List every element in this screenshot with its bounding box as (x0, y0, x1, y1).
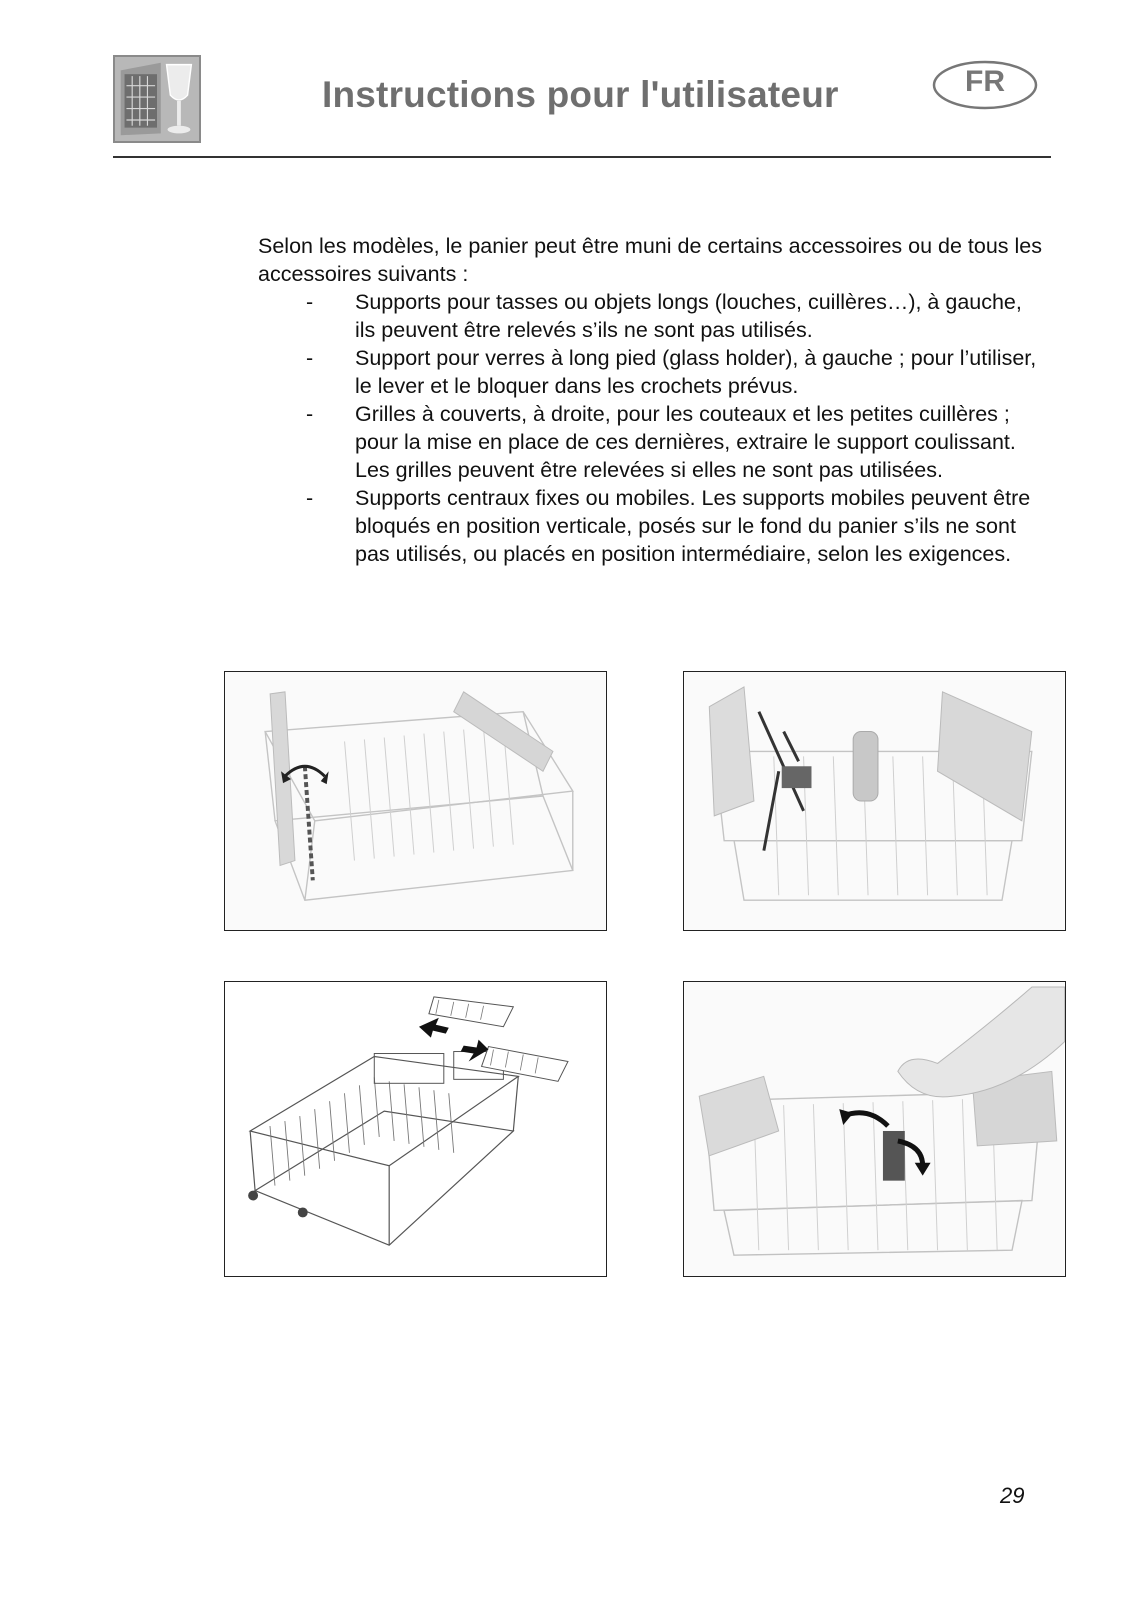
list-item (258, 484, 1048, 568)
intro-paragraph: Selon les modèles, le panier peut être muni de certains accessoires ou de tous les accessoires suivants : (258, 234, 1042, 286)
list-item (258, 344, 1048, 400)
dishwasher-glass-logo-icon (113, 55, 201, 143)
list-item-text: Support pour verres à long pied (glass holder), à gauche ; pour l’utiliser, le lever et le bloquer dans les crochets prévus. (355, 346, 1037, 398)
list-marker: - (306, 346, 314, 370)
list-item (258, 288, 1048, 344)
list-item-text: Grilles à couverts, à droite, pour les couteaux et les petites cuillères ; pour la mise en place de ces dernières, extraire le support coulissant. Les grilles peuvent être relevées si elles ne sont pas utilisées. (355, 402, 1016, 482)
basket-central-support-photo (683, 981, 1066, 1277)
list-marker: - (306, 486, 314, 510)
list-item-text: Supports pour tasses ou objets longs (louches, cuillères…), à gauche, ils peuvent être relevés s’ils ne sont pas utilisés. (355, 290, 1022, 342)
basket-cutlery-grid-drawing (224, 981, 607, 1277)
list-item (258, 400, 1048, 484)
accessories-list (258, 288, 1048, 568)
header-divider (113, 156, 1051, 158)
language-badge-label: FR (965, 65, 1005, 98)
list-item-text: Supports centraux fixes ou mobiles. Les supports mobiles peuvent être bloqués en position verticale, posés sur le fond du panier s’ils ne sont pas utilisés, ou placés en position intermédiaire, selon les exigences. (355, 486, 1031, 566)
list-marker: - (306, 402, 314, 426)
list-marker: - (306, 290, 314, 314)
language-badge (932, 60, 1038, 110)
basket-cup-support-photo (224, 671, 607, 931)
instructions-text (258, 232, 1048, 568)
basket-glass-holder-photo (683, 671, 1066, 931)
page-number: 29 (1000, 1483, 1025, 1508)
page-title: Instructions pour l'utilisateur (322, 74, 839, 115)
